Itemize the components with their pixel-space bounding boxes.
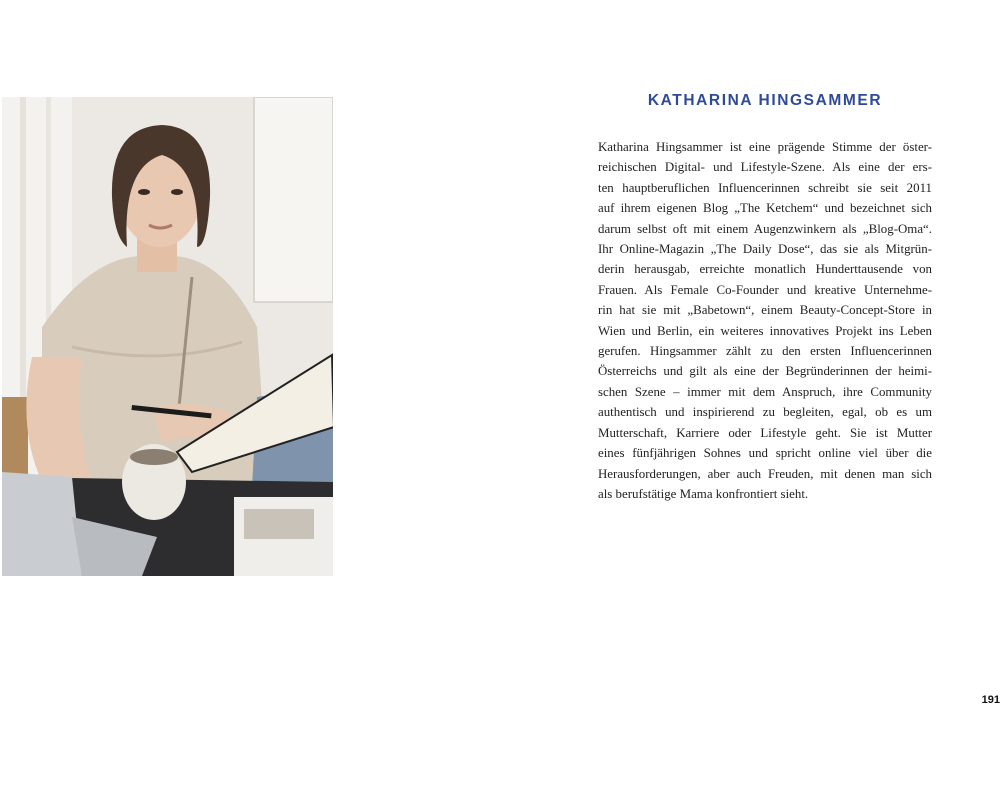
- bio-line: eines fünfjährigen Sohnes und spricht online viel über die: [598, 446, 932, 461]
- bio-line: Katharina Hingsammer ist eine prägende Stimme der öster-: [598, 140, 932, 154]
- bio-line: ten hauptberuflichen Influencerinnen schreibt sie seit 2011: [598, 180, 932, 195]
- bio-line: Österreichs und gilt als eine der Begründerinnen der heimi-: [598, 364, 932, 379]
- bio-line: Mutterschaft, Karriere oder Lifestyle geht. Sie ist Mutter: [598, 425, 932, 440]
- bio-line: rin hat sie mit „Babetown“, einem Beauty-Concept-Store in: [598, 303, 932, 318]
- bio-line: schen Szene – immer mit dem Anspruch, ihre Community: [598, 384, 932, 399]
- bio-line: als berufstätige Mama konfrontiert sieht.: [598, 486, 809, 501]
- bio-line: gerufen. Hingsammer zählt zu den ersten Influencerinnen: [598, 344, 932, 359]
- author-portrait-illustration: [2, 97, 333, 576]
- bio-line: Wien und Berlin, ein weiteres innovatives Projekt ins Leben: [598, 323, 932, 338]
- author-name-heading: KATHARINA HINGSAMMER: [647, 92, 883, 109]
- page-number: 191: [981, 694, 1000, 706]
- bio-line: Herausforderungen, aber auch Freuden, mit denen man sich: [598, 466, 932, 481]
- bio-line: Frauen. Als Female Co-Founder und kreative Unternehme-: [598, 282, 932, 297]
- bio-line: authentisch und inspirierend zu begleiten, egal, ob es um: [598, 405, 932, 420]
- bio-line: reichischen Digital- und Lifestyle-Szene. Als eine der ers-: [598, 160, 932, 175]
- bio-line: auf ihrem eigenen Blog „The Ketchem“ und bezeichnet sich: [598, 201, 932, 216]
- author-photo: [2, 97, 333, 576]
- bio-line: darum selbst oft mit einem Augenzwinkern als „Blog-Oma“.: [598, 221, 932, 236]
- bio-line: Ihr Online-Magazin „The Daily Dose“, das sie als Mitgrün-: [598, 242, 932, 257]
- author-bio: [598, 137, 932, 504]
- bio-line: derin herausgab, erreichte monatlich Hunderttausende von: [598, 262, 932, 277]
